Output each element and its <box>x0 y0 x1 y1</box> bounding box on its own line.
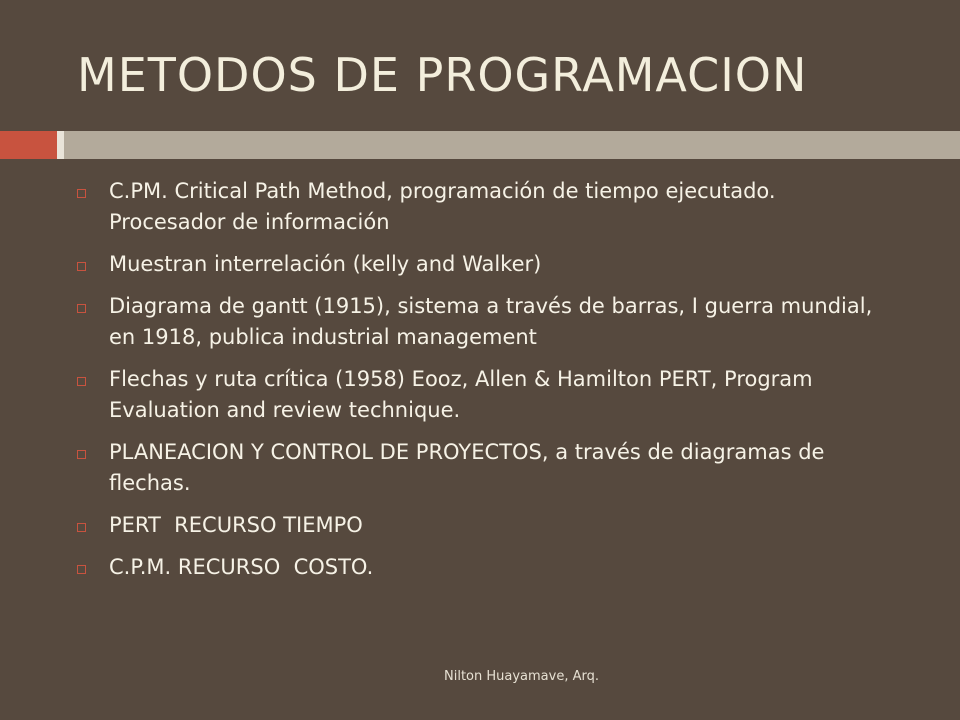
hollow-square-icon <box>77 377 86 386</box>
hollow-square-icon <box>77 262 86 271</box>
bullet-list <box>75 176 895 594</box>
hollow-square-icon <box>77 304 86 313</box>
bullet-item <box>75 437 895 499</box>
hollow-square-icon <box>77 450 86 459</box>
bullet-text: C.P.M. RECURSO COSTO. <box>109 555 374 579</box>
bullet-item <box>75 510 895 541</box>
bullet-text: Diagrama de gantt (1915), sistema a través de barras, I guerra mundial, en 1918, publica industrial management <box>109 294 873 349</box>
bullet-item <box>75 176 895 238</box>
bullet-text: PLANEACION Y CONTROL DE PROYECTOS, a través de diagramas de flechas. <box>109 440 825 495</box>
bullet-item <box>75 552 895 583</box>
accent-bar <box>0 131 57 159</box>
slide-title: METODOS DE PROGRAMACION <box>77 48 808 102</box>
bullet-text: Muestran interrelación (kelly and Walker) <box>109 252 542 276</box>
bullet-text: C.PM. Critical Path Method, programación de tiempo ejecutado. Procesador de información <box>109 179 776 234</box>
bullet-item <box>75 291 895 353</box>
hollow-square-icon <box>77 189 86 198</box>
bullet-text: PERT RECURSO TIEMPO <box>109 513 363 537</box>
bullet-item <box>75 364 895 426</box>
bullet-text: Flechas y ruta crítica (1958) Eooz, Allen & Hamilton PERT, Program Evaluation and review technique. <box>109 367 813 422</box>
hollow-square-icon <box>77 523 86 532</box>
bullet-item <box>75 249 895 280</box>
hollow-square-icon <box>77 565 86 574</box>
divider-bar-fill <box>64 131 960 159</box>
divider-bar <box>61 131 960 159</box>
footer-author: Nilton Huayamave, Arq. <box>444 669 599 684</box>
